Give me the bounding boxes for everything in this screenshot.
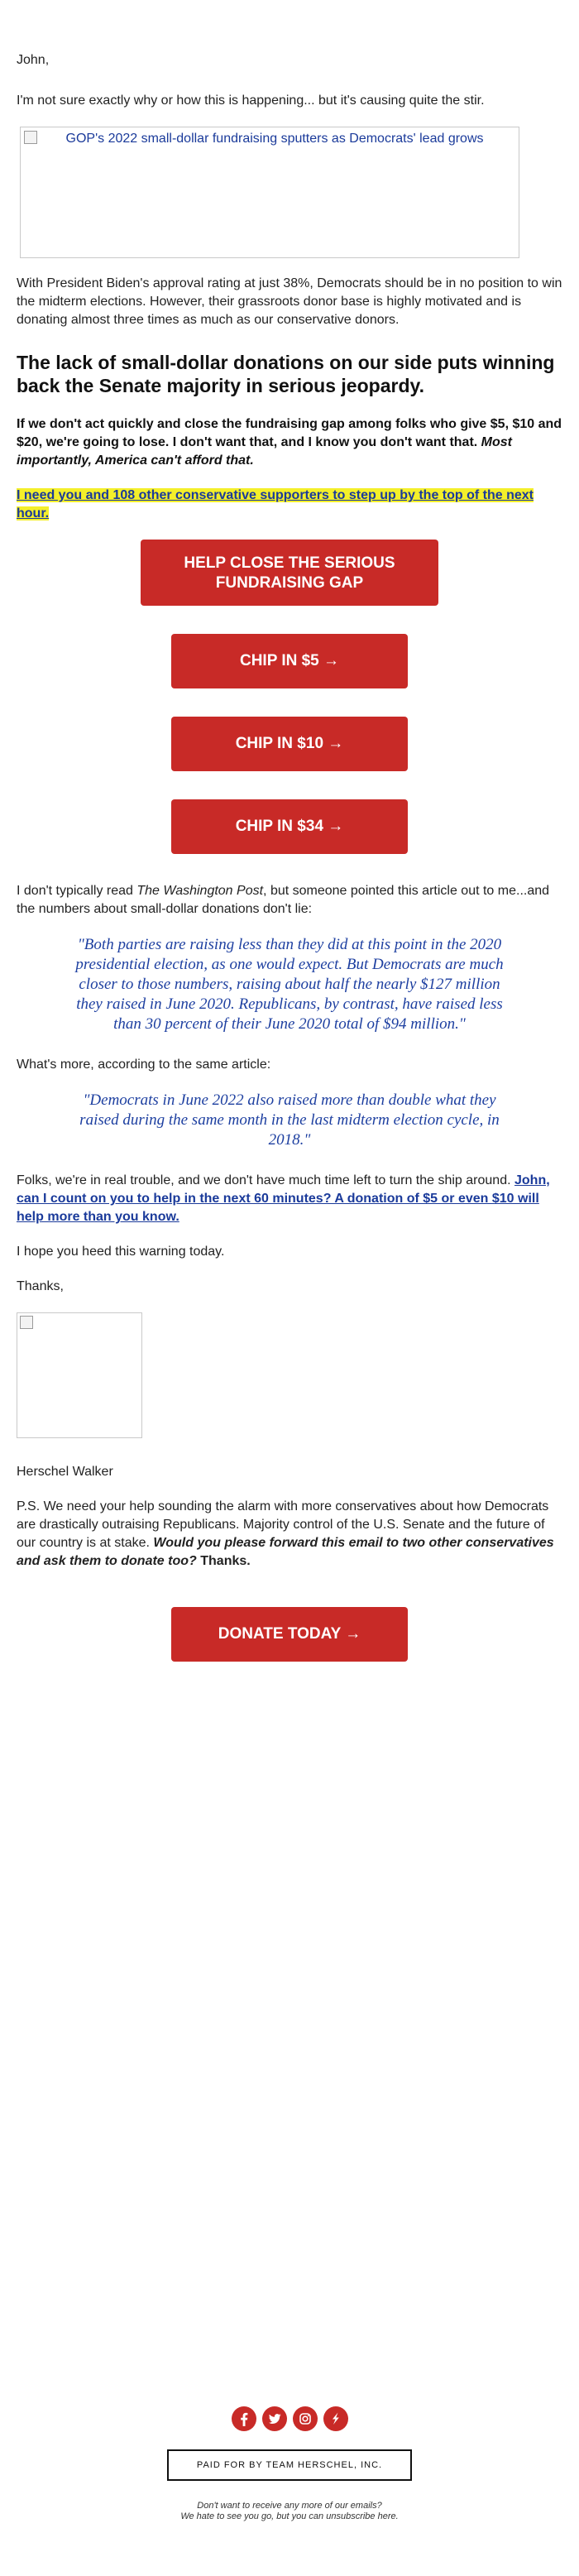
trouble-paragraph (17, 1172, 562, 1226)
intro-paragraph: I'm not sure exactly why or how this is happening... but it's causing quite the stir. (17, 94, 485, 108)
wapo-post: , but someone pointed this article out to me...and the numbers about small-dollar donations don't lie: (17, 884, 550, 916)
winred-icon[interactable] (323, 2406, 348, 2431)
donation-link[interactable]: John, can I count on you to help in the next 60 minutes? A donation of $5 or even $10 will help more than you know. (17, 1173, 550, 1224)
urgency-text: If we don't act quickly and close the fundraising gap among folks who give $5, $10 and $20, we're going to lose. I don't want that, and I know you don't want that. (17, 417, 562, 449)
article-quote-2: "Democrats in June 2022 also raised more than double what they raised during the same month in the last midterm election cycle, in 2018." (79, 1091, 500, 1149)
paid-for-disclaimer: PAID FOR BY TEAM HERSCHEL, INC. (167, 2449, 412, 2481)
facebook-icon[interactable] (232, 2406, 256, 2431)
twitter-icon[interactable] (262, 2406, 287, 2431)
approval-paragraph: With President Biden's approval rating at just 38%, Democrats should be in no position to win the midterm elections. However, their grassroots donor base is highly motivated and is donating almost three times as much as our conservative donors. (17, 276, 562, 327)
unsubscribe-line-2[interactable]: We hate to see you go, but you can unsubscribe here. (180, 2511, 399, 2521)
ps-paragraph (17, 1498, 562, 1571)
ps-italic: Would you please forward this email to two other conservatives and ask them to donate too? (17, 1536, 554, 1568)
social-links (17, 2406, 562, 2431)
broken-image-icon (24, 131, 37, 144)
signature-name: Herschel Walker (17, 1465, 113, 1479)
signature-image (17, 1312, 142, 1438)
hope-paragraph: I hope you heed this warning today. (17, 1245, 225, 1259)
chip-in-34-button[interactable]: CHIP IN $34 → (171, 799, 408, 854)
urgency-paragraph (17, 415, 562, 470)
ps-text: P.S. We need your help sounding the alarm with more conservatives about how Democrats are drastically outraising Republicans. Majority control of the U.S. Senate and the future of our country is at stake. (17, 1499, 549, 1550)
close-gap-button[interactable]: HELP CLOSE THE SERIOUS FUNDRAISING GAP (141, 540, 438, 606)
chip-in-10-button[interactable]: CHIP IN $10 → (171, 717, 408, 771)
greeting: John, (17, 53, 50, 67)
unsubscribe-line-1: Don't want to receive any more of our emails? (197, 2501, 382, 2511)
chip-in-5-button[interactable]: CHIP IN $5 → (171, 634, 408, 688)
article-image[interactable] (20, 127, 519, 258)
wapo-pre: I don't typically read (17, 884, 137, 898)
article-image-alt: GOP's 2022 small-dollar fundraising sputters as Democrats' lead grows (65, 132, 484, 146)
whats-more-paragraph: What's more, according to the same article: (17, 1058, 271, 1072)
thanks-paragraph: Thanks, (17, 1279, 64, 1293)
highlight-paragraph[interactable] (17, 487, 562, 523)
ps-thanks: Thanks. (200, 1554, 251, 1568)
highlight-link[interactable]: I need you and 108 other conservative supporters to step up by the top of the next hour. (17, 488, 534, 520)
broken-image-icon (20, 1316, 33, 1329)
urgency-italic: Most importantly, America can't afford that. (17, 435, 512, 468)
donate-today-button[interactable]: DONATE TODAY → (171, 1607, 408, 1662)
email-body (17, 0, 562, 2521)
instagram-icon[interactable] (293, 2406, 318, 2431)
footer (17, 2406, 562, 2522)
wapo-publication: The Washington Post (136, 884, 264, 898)
article-quote-1: "Both parties are raising less than they did at this point in the 2020 presidential election, as one would expect. But Democrats are much closer to those numbers, raising about half the nearly $127 million they raised in June 2020. Republicans, by contrast, have raised less than 30 percent of their June 2020 total of $94 million." (75, 936, 504, 1033)
wapo-paragraph (17, 882, 562, 919)
headline: The lack of small-dollar donations on our side puts winning back the Senate majority in serious jeopardy. (17, 352, 555, 396)
trouble-text: Folks, we're in real trouble, and we don't have much time left to turn the ship around. (17, 1173, 511, 1187)
unsubscribe-note[interactable] (17, 2501, 562, 2522)
